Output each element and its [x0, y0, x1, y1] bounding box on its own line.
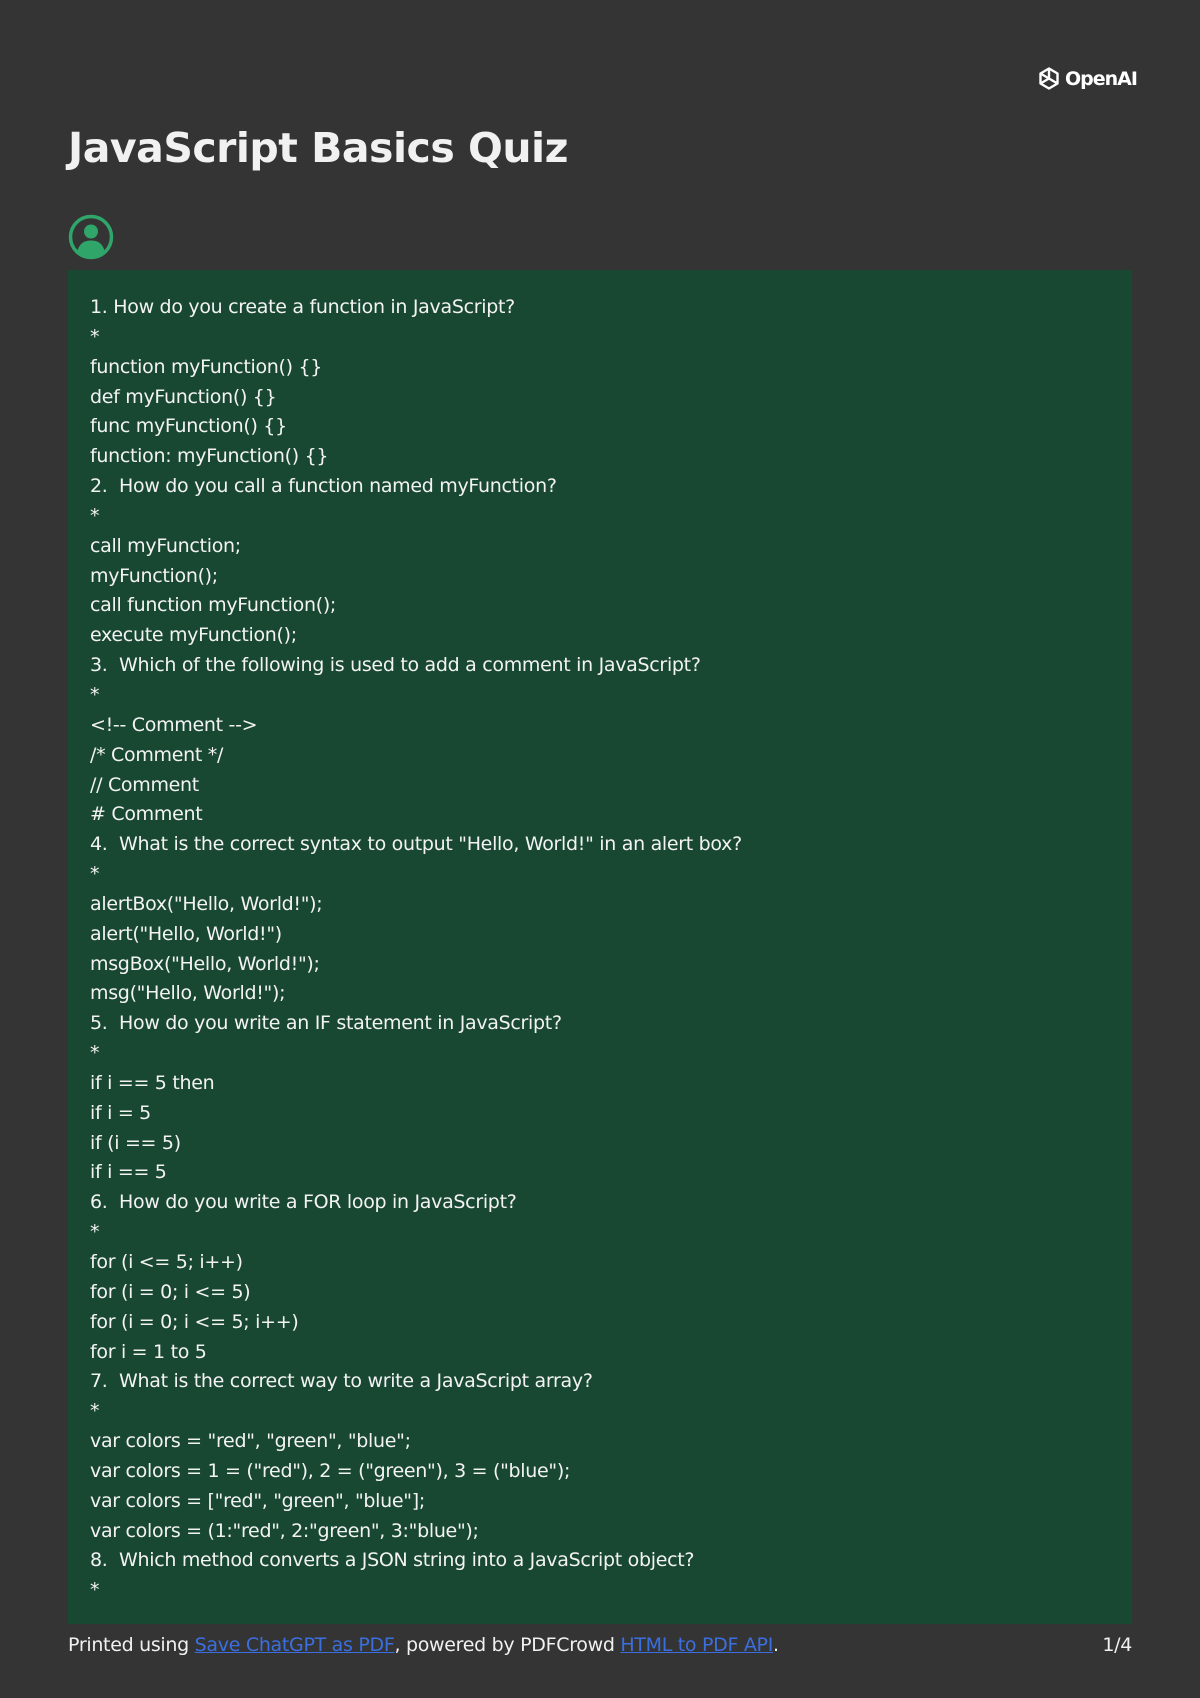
message-line: 3. Which of the following is used to add a comment in JavaScript? [90, 654, 701, 677]
message-line: var colors = ["red", "green", "blue"]; [90, 1489, 425, 1512]
message-line: for (i = 0; i <= 5; i++) [90, 1310, 299, 1333]
print-footer [68, 1634, 1132, 1656]
message-line: alertBox("Hello, World!"); [90, 892, 323, 915]
html-to-pdf-api-link[interactable]: HTML to PDF API [620, 1634, 773, 1656]
footer-credit [68, 1634, 779, 1656]
message-line: for (i = 0; i <= 5) [90, 1280, 251, 1303]
message-line: if i = 5 [90, 1101, 151, 1124]
message-line: var colors = (1:"red", 2:"green", 3:"blue"); [90, 1519, 479, 1542]
message-line: call function myFunction(); [90, 594, 337, 617]
message-line: if i == 5 [90, 1161, 167, 1184]
message-line: var colors = 1 = ("red"), 2 = ("green"), 3 = ("blue"); [90, 1459, 571, 1482]
message-line: for i = 1 to 5 [90, 1340, 207, 1363]
user-avatar-icon [68, 214, 114, 260]
message-line: 6. How do you write a FOR loop in JavaScript? [90, 1191, 517, 1214]
message-line: if i == 5 then [90, 1071, 215, 1094]
message-line: var colors = "red", "green", "blue"; [90, 1430, 411, 1453]
message-line: /* Comment */ [90, 743, 224, 766]
message-line: * [90, 1400, 100, 1423]
message-line: * [90, 325, 100, 348]
message-line: * [90, 1221, 100, 1244]
message-line: 7. What is the correct way to write a JavaScript array? [90, 1370, 593, 1393]
message-line: 8. Which method converts a JSON string into a JavaScript object? [90, 1549, 695, 1572]
openai-logo [1036, 66, 1137, 92]
message-line: 5. How do you write an IF statement in JavaScript? [90, 1012, 562, 1035]
message-line: <!-- Comment --> [90, 713, 258, 736]
user-message [68, 270, 1132, 1624]
logo-text: OpenAI [1065, 68, 1137, 90]
message-line: // Comment [90, 773, 199, 796]
message-line: execute myFunction(); [90, 624, 297, 647]
footer-suffix: . [773, 1634, 779, 1656]
message-line: 2. How do you call a function named myFunction? [90, 475, 557, 498]
save-chatgpt-as-pdf-link[interactable]: Save ChatGPT as PDF [194, 1634, 395, 1656]
message-line: * [90, 863, 100, 886]
message-line: 1. How do you create a function in JavaScript? [90, 296, 515, 318]
footer-middle: , powered by PDFCrowd [394, 1634, 621, 1656]
message-line: for (i <= 5; i++) [90, 1251, 243, 1273]
message-line: msgBox("Hello, World!"); [90, 952, 320, 975]
message-line: 4. What is the correct syntax to output "Hello, World!" in an alert box? [90, 833, 742, 856]
message-line: msg("Hello, World!"); [90, 982, 286, 1005]
message-line: * [90, 1042, 100, 1065]
message-line: function myFunction() {} [90, 355, 323, 378]
message-line: call myFunction; [90, 534, 241, 557]
message-line: myFunction(); [90, 564, 218, 587]
message-line: * [90, 1579, 100, 1602]
message-line: * [90, 683, 100, 706]
message-line: def myFunction() {} [90, 385, 277, 408]
page-title: JavaScript Basics Quiz [68, 124, 568, 172]
message-line: * [90, 504, 100, 527]
message-line: alert("Hello, World!") [90, 922, 282, 945]
message-line: # Comment [90, 803, 203, 826]
message-line: if (i == 5) [90, 1131, 181, 1154]
footer-prefix: Printed using [68, 1634, 195, 1656]
message-line: func myFunction() {} [90, 415, 287, 438]
openai-logo-icon [1036, 66, 1062, 92]
page-number: 1/4 [1102, 1634, 1132, 1656]
message-line: function: myFunction() {} [90, 445, 329, 468]
